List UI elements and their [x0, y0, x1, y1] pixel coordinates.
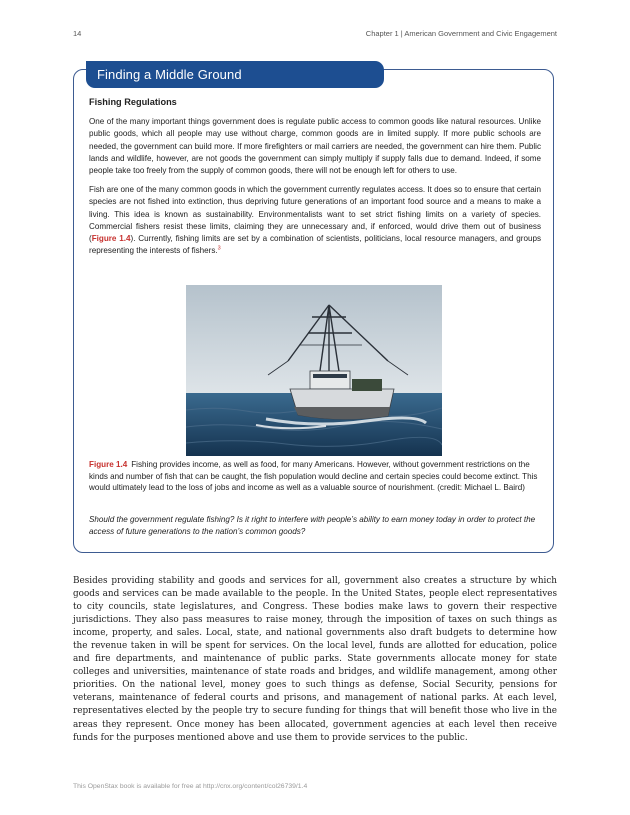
paragraph-2-text-a: Fish are one of the many common goods in which the government currently regulates access. It does so to ensure that certain species are not fished into extinction, thus depriving future generations of an important food source and a means to make a living. This idea is known as sustainability. Environmentalists want to set strict fishing limits on a variety of species. Commercial fishers resist these limits, claiming they are unnecessary and, if enforced, would drive them out of business (	[89, 185, 541, 244]
chapter-title: Chapter 1 | American Government and Civic Engagement	[365, 29, 557, 38]
page-footer: This OpenStax book is available for free at http://cnx.org/content/col26739/1.4	[73, 783, 308, 790]
discussion-question: Should the government regulate fishing? Is it right to interfere with people’s ability to earn money today in order to protect the access of future generations to the nation’s common goods?	[89, 515, 536, 536]
figure-label: Figure 1.4	[89, 460, 128, 469]
figure-caption-text: Fishing provides income, as well as food, for many Americans. However, without government restrictions on the kinds and number of fish that can be caught, the fish population would decline and certain species could become extinct. This would ultimately lead to the loss of jobs and income as well as a valuable source of nourishment. (credit: Michael L. Baird)	[89, 460, 538, 493]
feature-heading: Fishing Regulations	[89, 97, 177, 107]
body-paragraph: Besides providing stability and goods and services for all, government also creates a structure by which goods and services can be made available to the people. In the United States, people elect representatives to city councils, state legislatures, and Congress. These bodies make laws to govern their respective jurisdictions. They also pass measures to raise money, through the imposition of taxes on such things as income, property, and sales. Local, state, and national governments also draft budgets to determine how the revenue taken in will be spent for services. On the local level, funds are allotted for education, police and fire departments, and maintenance of public parks. State governments allocate money for state colleges and universities, maintenance of state roads and bridges, and wildlife management, among other priorities. On the national level, money goes to such things as defense, Social Security, pensions for veterans, maintenance of federal courts and prisons, and management of national parks. At each level, representatives elected by the people try to secure funding for things that will benefit those who live in the areas they represent. Once money has been allocated, government agencies at each level then receive funds for the purposes mentioned above and use them to provide services to the public.	[73, 576, 557, 743]
feature-paragraph-2	[89, 184, 541, 257]
paragraph-2-text-b: ). Currently, fishing limits are set by a combination of scientists, politicians, local resource managers, and groups representing the interests of fishers.	[89, 234, 542, 256]
page-number: 14	[73, 29, 82, 38]
fishing-boat-photo	[186, 285, 442, 456]
feature-paragraph-1: One of the many important things government does is regulate public access to common goods like natural resources. Unlike public goods, which all people may use without charge, common goods are in limited supply. If more public schools are needed, the government can build more. If more firefighters or mail carriers are needed, the government can hire them. Public lands and wildlife, however, are not goods the government can simply multiply if supply falls due to demand. Indeed, if some people take too freely from the supply of common goods, there will not be enough left for others to use.	[89, 117, 541, 176]
feature-tab-title: Finding a Middle Ground	[86, 61, 384, 88]
footnote-link[interactable]: 3	[217, 245, 221, 252]
feature-content	[89, 96, 541, 264]
figure-reference-link[interactable]: Figure 1.4	[91, 234, 131, 244]
figure-caption	[89, 459, 541, 494]
